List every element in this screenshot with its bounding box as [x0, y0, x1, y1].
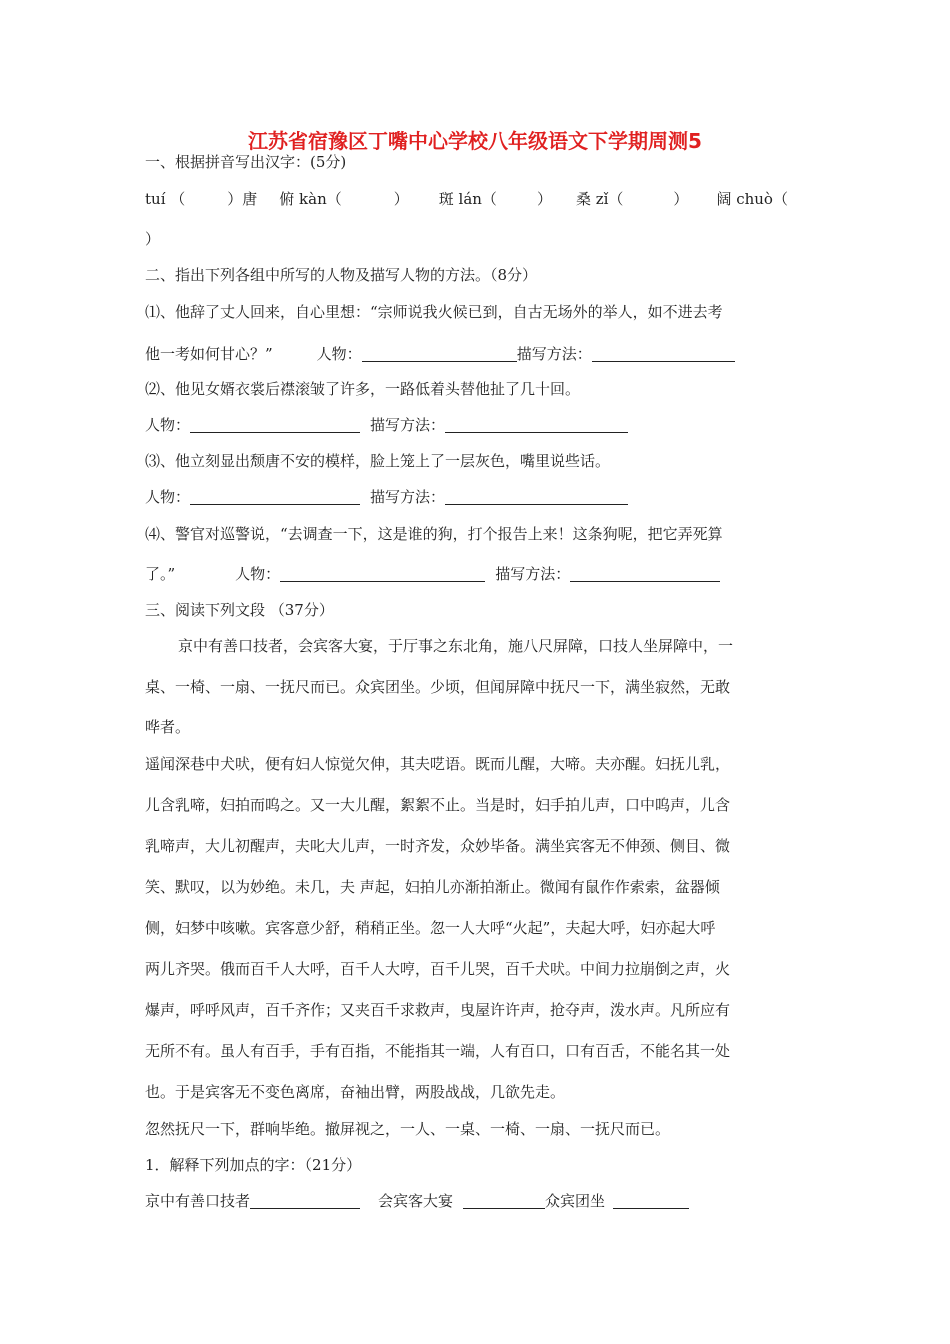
passage-line: 桌、一椅、一扇、一抚尺而已。众宾团坐。少顷，但闻屏障中抚尺一下，满坐寂然，无敢 — [145, 678, 731, 696]
person-answer-blank[interactable] — [280, 565, 485, 582]
method-answer-blank[interactable] — [570, 565, 720, 582]
pinyin-row — [145, 189, 810, 209]
question-3-text: ⑶、他立刻显出颓唐不安的模样，脸上笼上了一层灰色，嘴里说些话。 — [145, 452, 611, 470]
pinyin-item-2: 俯 kàn（ — [279, 190, 342, 208]
pinyin-item-4: 桑 zǐ（ — [575, 190, 624, 208]
pinyin-row-close: ） — [145, 230, 161, 248]
person-label: 人物： — [145, 416, 191, 434]
section1-heading: 一、根据拼音写出汉字：(5分) — [145, 153, 347, 171]
pinyin-item-4-end: ） — [673, 190, 689, 208]
question-4-text: ⑷、警官对巡警说，“去调查一下，这是谁的狗，打个报告上来！这条狗呢，把它弄死算 — [145, 525, 723, 543]
answer-blank-c[interactable] — [613, 1192, 689, 1209]
person-label: 人物： — [316, 345, 362, 363]
passage-line: 哗者。 — [145, 718, 191, 736]
exercise-1-item-a: 京中有善口技者 — [145, 1192, 251, 1210]
passage-line: 无所不有。虽人有百手，手有百指，不能指其一端，人有百口，口有百舌，不能名其一处 — [145, 1042, 731, 1060]
passage-line: 京中有善口技者，会宾客大宴，于厅事之东北角，施八尺屏障，口技人坐屏障中，一 — [178, 637, 734, 655]
person-answer-blank[interactable] — [190, 416, 360, 433]
pinyin-item-3-end: ） — [536, 190, 552, 208]
question-1-answer-row — [145, 344, 810, 364]
exercise-1-item-c: 众宾团坐 — [545, 1192, 606, 1210]
passage-line: 两儿齐哭。俄而百千人大呼，百千人大哼，百千儿哭，百千犬吠。中间力拉崩倒之声，火 — [145, 960, 731, 978]
answer-blank-a[interactable] — [250, 1192, 360, 1209]
passage-line: 侧，妇梦中咳嗽。宾客意少舒，稍稍正坐。忽一人大呼“火起”，夫起大呼，妇亦起大呼 — [145, 919, 716, 937]
question-4-answer-row — [145, 564, 810, 584]
pinyin-item-3: 斑 lán（ — [438, 190, 497, 208]
section2-heading: 二、指出下列各组中所写的人物及描写人物的方法。（8分） — [145, 266, 538, 284]
passage-line: 爆声，呼呼风声，百千齐作；又夹百千求救声，曳屋许许声，抢夺声，泼水声。凡所应有 — [145, 1001, 731, 1019]
method-answer-blank[interactable] — [445, 416, 628, 433]
passage-line: 遥闻深巷中犬吠，便有妇人惊觉欠伸，其夫呓语。既而儿醒，大啼。夫亦醒。妇抚儿乳， — [145, 755, 731, 773]
exercise-1-row — [145, 1191, 810, 1211]
method-label: 描写方法： — [495, 565, 571, 583]
passage-line: 忽然抚尺一下，群响毕绝。撤屏视之，一人、一桌、一椅、一扇、一抚尺而已。 — [145, 1120, 671, 1138]
pinyin-item-1-end: ）唐 — [227, 190, 258, 208]
question-2-answer-row — [145, 415, 810, 435]
pinyin-item-2-end: ） — [393, 190, 409, 208]
question-1-text: ⑴、他辞了丈人回来，自心里想：“宗师说我火候已到，自古无场外的举人，如不进去考 — [145, 303, 723, 321]
passage-line: 也。于是宾客无不变色离席，奋袖出臂，两股战战，几欲先走。 — [145, 1083, 566, 1101]
answer-blank-b[interactable] — [463, 1192, 545, 1209]
person-answer-blank[interactable] — [362, 345, 517, 362]
pinyin-item-1: tuí （ — [145, 190, 186, 208]
passage-line: 儿含乳啼，妇拍而呜之。又一大儿醒，絮絮不止。当是时，妇手拍儿声，口中呜声，儿含 — [145, 796, 731, 814]
passage-line: 乳啼声，大儿初醒声，夫叱大儿声，一时齐发，众妙毕备。满坐宾客无不伸颈、侧目、微 — [145, 837, 731, 855]
person-label: 人物： — [145, 488, 191, 506]
question-3-answer-row — [145, 487, 810, 507]
method-label: 描写方法： — [516, 345, 592, 363]
question-1-text-end: 他一考如何甘心？” — [145, 345, 273, 363]
document-title: 江苏省宿豫区丁嘴中心学校八年级语文下学期周测5 — [248, 129, 702, 153]
pinyin-item-5: 阔 chuò（ — [716, 190, 788, 208]
exercise-1-heading: 1．解释下列加点的字：（21分） — [145, 1156, 362, 1174]
person-label: 人物： — [235, 565, 281, 583]
question-4-text-end: 了。” — [145, 565, 176, 583]
question-2-text: ⑵、他见女婿衣裳后襟滚皱了许多，一路低着头替他扯了几十回。 — [145, 380, 581, 398]
method-label: 描写方法： — [370, 416, 446, 434]
person-answer-blank[interactable] — [190, 488, 360, 505]
method-answer-blank[interactable] — [445, 488, 628, 505]
passage-line: 笑、默叹，以为妙绝。未几，夫 声起，妇拍儿亦渐拍渐止。微闻有鼠作作索索，盆器倾 — [145, 878, 720, 896]
exercise-1-item-b: 会宾客大宴 — [378, 1192, 454, 1210]
method-label: 描写方法： — [370, 488, 446, 506]
method-answer-blank[interactable] — [592, 345, 735, 362]
section3-heading: 三、阅读下列文段 （37分） — [145, 601, 334, 619]
